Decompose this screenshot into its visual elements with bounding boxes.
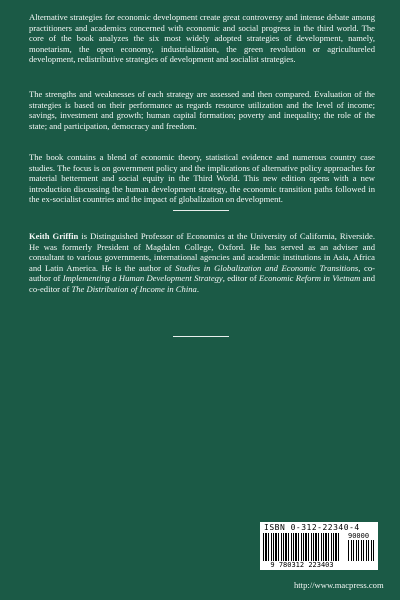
isbn-barcode (260, 522, 378, 570)
bio-text: . (196, 283, 199, 294)
book-title: The Distribution of Income in China (71, 283, 197, 294)
author-name: Keith Griffin (29, 231, 79, 241)
bio-text: is Distinguished Professor of Economics at the University of California, Riverside. He was formerly President of Magdalen College, Oxford. He has served as an adviser and consultant to various governments, international agencies and academic institutions in Asia, Africa and Latin America. He is the author of (29, 231, 375, 273)
bio-text: , co-author of (29, 262, 375, 284)
bio-text: , editor of (222, 273, 260, 284)
divider (173, 210, 229, 211)
addon-barcode-bars (348, 540, 375, 561)
description-paragraph-2: The strengths and weaknesses of each strategy are assessed and then compared. Evaluation of the strategies is based on their performance as regards resource utilization and the level of income; savings, investment and growth; human capital formation; poverty and inequality; the role of the state; and participation, democracy and freedom. (29, 89, 375, 131)
ean-number: 9 780312 223403 (270, 561, 334, 569)
author-bio (29, 231, 375, 295)
book-title: Studies in Globalization and Economic Transitions (175, 262, 359, 273)
isbn-number: ISBN 0-312-22340-4 (264, 523, 360, 532)
description-paragraph-3: The book contains a blend of economic theory, statistical evidence and numerous country case studies. The focus is on government policy and the implications of alternative policy approaches for material betterment and social equity in the Third World. This new edition opens with a new introduction discussing the human development strategy, the economic transition paths followed in the ex-socialist countries and the impact of globalization on development. (29, 152, 375, 205)
publisher-url[interactable]: http://www.macpress.com (294, 580, 384, 590)
divider (173, 336, 229, 337)
book-title: Implementing a Human Development Strategy (62, 273, 223, 284)
bio-text: and co-editor of (29, 273, 375, 294)
description-paragraph-1: Alternative strategies for economic development create great controversy and intense debate among practitioners and academics concerned with economic and social progress in the third world. The core of the book analyzes the six most widely adopted strategies of development, namely, monetarism, the open economy, industrialization, the green revolution or agricultureled development, redistributive strategies of development and socialist strategies. (29, 12, 375, 65)
barcode-bars (263, 533, 341, 561)
book-title: Economic Reform in Vietnam (259, 273, 361, 284)
price-code: 90000 (348, 532, 370, 540)
